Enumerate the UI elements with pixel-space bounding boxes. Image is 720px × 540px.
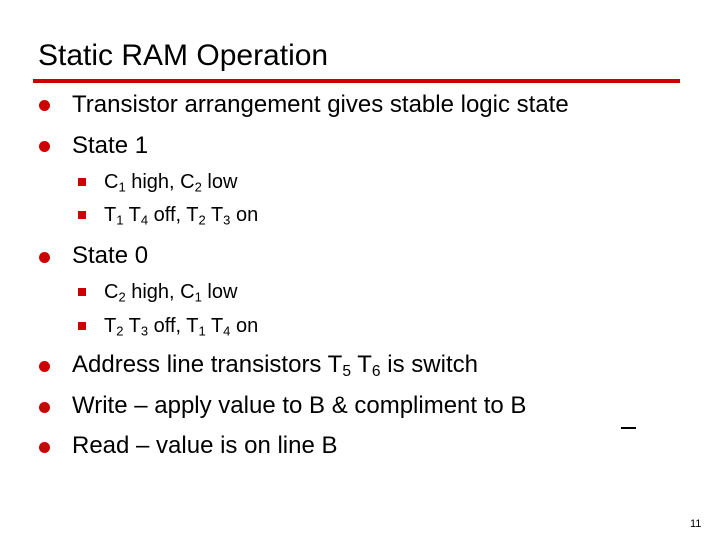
sub-bullet-square bbox=[78, 211, 86, 219]
sub-bullet-square bbox=[78, 288, 86, 296]
sub-bullet-square bbox=[78, 178, 86, 186]
bullet-state-0: State 0 bbox=[72, 242, 149, 269]
bullet-write: Write – apply value to B & compliment to B bbox=[72, 392, 527, 419]
bullet-dot bbox=[39, 442, 50, 453]
bullet-dot bbox=[39, 141, 50, 152]
bullet-dot bbox=[39, 100, 50, 111]
bullet-read: Read – value is on line B bbox=[72, 432, 338, 459]
bullet-address-line: Address line transistors $T_5$ $T_6$ is switch bbox=[72, 351, 478, 380]
slide-title: Static RAM Operation bbox=[38, 39, 329, 72]
state0-capacitor-line: $C_2$ high, $C_1$ low bbox=[104, 281, 238, 305]
b-complement-bar bbox=[621, 427, 636, 429]
page-number: 11 bbox=[690, 518, 702, 530]
state1-transistor-line: $T_1$ $T_4$ off, $T_2$ $T_3$ on bbox=[104, 204, 259, 228]
bullet-dot bbox=[39, 361, 50, 372]
sub-bullet-square bbox=[78, 322, 86, 330]
state1-capacitor-line: $C_1$ high, $C_2$ low bbox=[104, 171, 238, 195]
bullet-dot bbox=[39, 252, 50, 263]
state0-transistor-line: $T_2$ $T_3$ off, $T_1$ $T_4$ on bbox=[104, 315, 259, 339]
title-underline bbox=[33, 79, 680, 83]
bullet-transistor-arrangement: Transistor arrangement gives stable logic state bbox=[72, 91, 569, 118]
bullet-dot bbox=[39, 402, 50, 413]
bullet-state-1: State 1 bbox=[72, 132, 149, 159]
